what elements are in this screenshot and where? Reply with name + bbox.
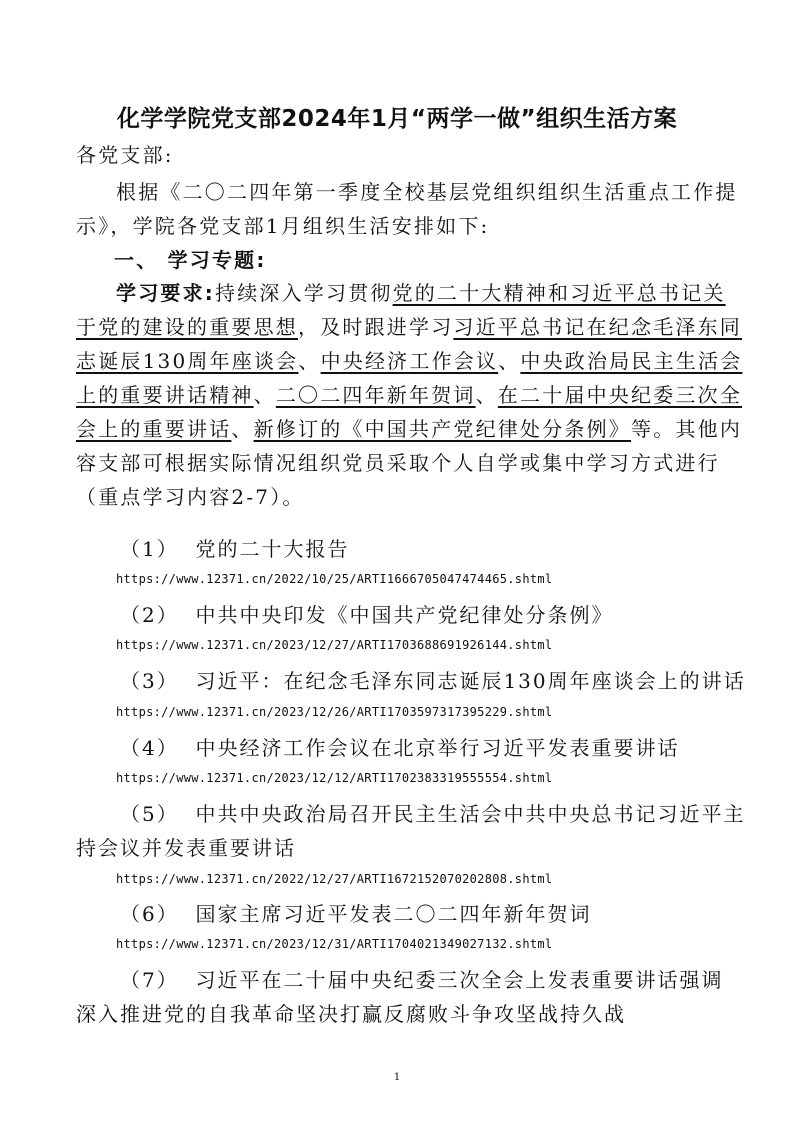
item-link[interactable]: https://www.12371.cn/2023/12/27/ARTI1703688691926144.shtml (116, 638, 553, 652)
item-number: （6） (120, 902, 179, 926)
requirement-underlined: 党的二十大精神和习近平总书记关 (392, 281, 726, 305)
document-title: 化学学院党支部2024年1月“两学一做”组织生活方案 (116, 106, 678, 132)
requirement-text: ，及时跟进学习 (298, 315, 454, 339)
requirement-line-2 (76, 310, 743, 344)
requirement-line-5 (76, 412, 743, 446)
list-item (120, 964, 723, 993)
requirement-sep: 、 (253, 383, 276, 407)
requirement-sep: 、 (475, 383, 498, 407)
item-title-continued: 持会议并发表重要讲话 (76, 836, 296, 860)
item-link[interactable]: https://www.12371.cn/2022/12/27/ARTI1672152070202808.shtml (116, 872, 553, 886)
item-number: （4） (120, 736, 179, 760)
requirement-line-3 (76, 344, 743, 378)
requirement-underlined: 中央政治局民主生活会 (520, 349, 743, 373)
requirement-sep: 、 (231, 417, 254, 441)
requirement-underlined: 志诞辰130周年座谈会 (76, 349, 299, 373)
item-number: （7） (120, 968, 179, 992)
item-number: （2） (120, 603, 179, 627)
requirement-underlined: 习近平总书记在纪念毛泽东同 (453, 315, 743, 339)
list-item (120, 732, 679, 761)
item-title: 习近平在二十届中央纪委三次全会上发表重要讲话强调 (195, 968, 724, 992)
requirement-underlined: 于党的建设的重要思想 (76, 315, 298, 339)
item-number: （3） (120, 669, 179, 693)
item-title: 党的二十大报告 (195, 537, 350, 561)
list-item (120, 798, 745, 827)
requirement-label: 学习要求: (116, 281, 215, 305)
requirement-text: 等。其他内 (631, 417, 743, 441)
list-item (120, 898, 591, 927)
item-title-continued: 深入推进党的自我革命坚决打赢反腐败斗争攻坚战持久战 (76, 1002, 626, 1026)
requirement-line-4 (76, 378, 743, 412)
item-link[interactable]: https://www.12371.cn/2023/12/26/ARTI1703597317395229.shtml (116, 705, 553, 719)
requirement-sep: 、 (298, 349, 321, 373)
requirement-underlined: 会上的重要讲话 (76, 417, 232, 441)
section-heading: 一、 学习专题: (114, 248, 267, 272)
item-number: （1） (120, 537, 179, 561)
item-link[interactable]: https://www.12371.cn/2023/12/12/ARTI1702383319555554.shtml (116, 771, 553, 785)
requirement-line-6: 容支部可根据实际情况组织党员采取个人自学或集中学习方式进行 (76, 451, 720, 475)
intro-line-2: 示》，学院各党支部1月组织生活安排如下: (76, 214, 490, 238)
requirement-underlined: 中央经济工作会议 (320, 349, 499, 373)
item-title: 中央经济工作会议在北京举行习近平发表重要讲话 (195, 736, 680, 760)
requirement-underlined: 在二十届中央纪委三次全 (497, 383, 743, 407)
requirement-text: 持续深入学习贯彻 (215, 281, 393, 305)
item-title: 习近平：在纪念毛泽东同志诞辰130周年座谈会上的讲话 (195, 669, 746, 693)
requirement-line-1 (76, 276, 726, 310)
item-title: 国家主席习近平发表二〇二四年新年贺词 (195, 902, 592, 926)
requirement-sep: 、 (498, 349, 521, 373)
list-item (120, 599, 613, 628)
requirement-underlined: 二〇二四年新年贺词 (275, 383, 476, 407)
item-title: 中共中央印发《中国共产党纪律处分条例》 (195, 603, 614, 627)
item-link[interactable]: https://www.12371.cn/2022/10/25/ARTI1666705047474465.shtml (116, 572, 553, 586)
requirement-line-7: （重点学习内容2-7）。 (76, 485, 305, 509)
list-item (120, 665, 746, 694)
item-link[interactable]: https://www.12371.cn/2023/12/31/ARTI1704021349027132.shtml (116, 937, 553, 951)
page-number: 1 (393, 1072, 401, 1083)
salutation: 各党支部: (76, 143, 174, 167)
intro-line-1: 根据《二〇二四年第一季度全校基层党组织组织生活重点工作提 (116, 180, 738, 204)
requirement-underlined: 新修订的《中国共产党纪律处分条例》 (253, 417, 632, 441)
requirement-underlined: 上的重要讲话精神 (76, 383, 254, 407)
item-title: 中共中央政治局召开民主生活会中共中央总书记习近平主 (195, 802, 746, 826)
item-number: （5） (120, 802, 179, 826)
list-item (120, 533, 349, 562)
